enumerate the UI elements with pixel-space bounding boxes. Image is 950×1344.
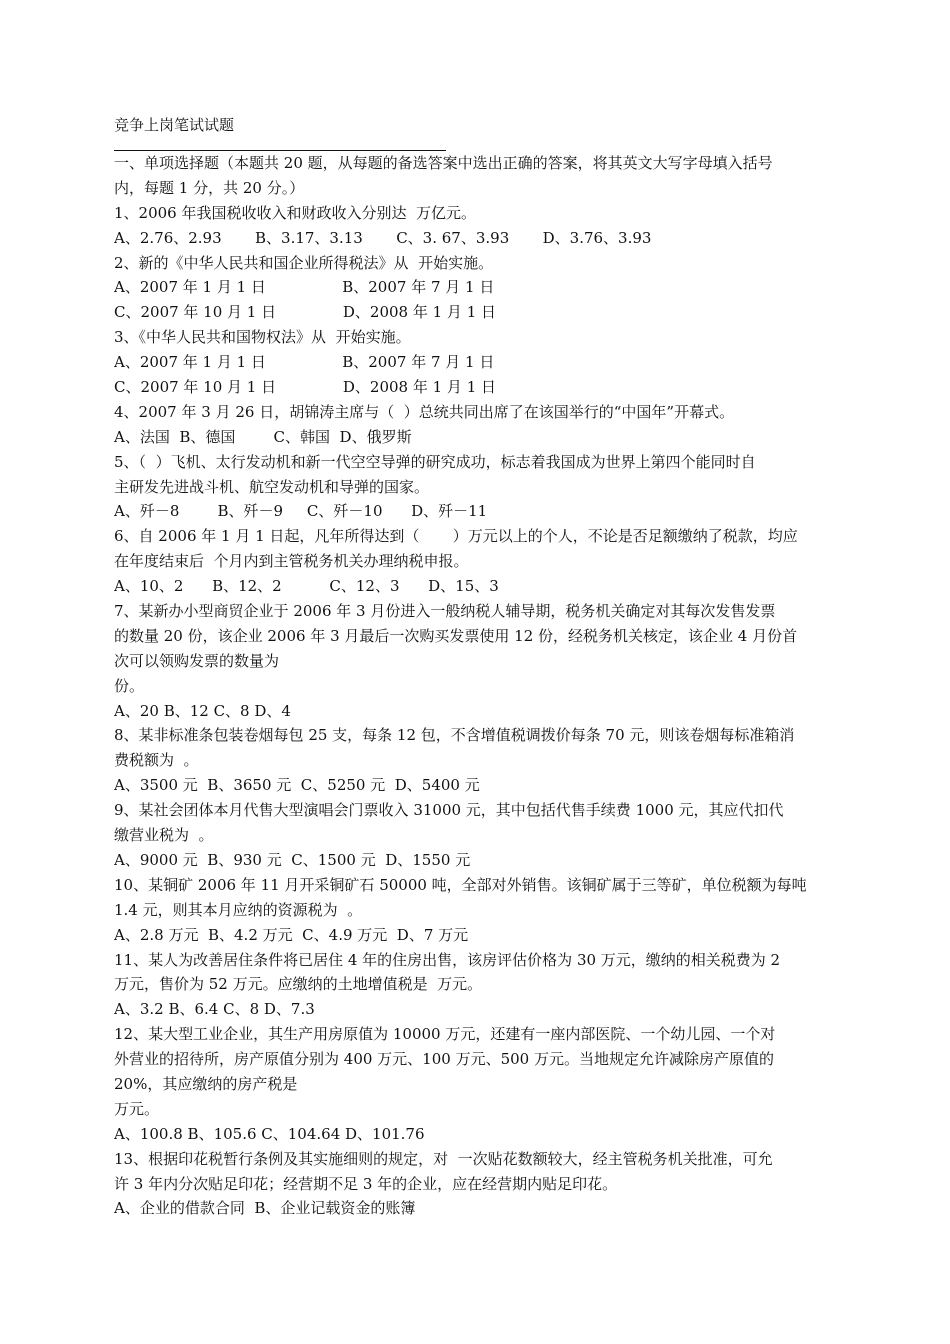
text-line: A、2.8 万元 B、4.2 万元 C、4.9 万元 D、7 万元 [114, 925, 469, 944]
text-line: 3、《中华人民共和国物权法》从 开始实施。 [114, 328, 411, 347]
text-line: 8、某非标准条包装卷烟每包 25 支，每条 12 包，不含增值税调拨价每条 70 元，则该卷烟每标准箱消 [114, 726, 795, 745]
text-line: 万元，售价为 52 万元。应缴纳的土地增值税是 万元。 [114, 975, 483, 994]
text-line: 4、2007 年 3 月 26 日，胡锦涛主席与（ ）总统共同出席了在该国举行的“中国年”开幕式。 [114, 402, 735, 421]
text-line: A、3500 元 B、3650 元 C、5250 元 D、5400 元 [114, 776, 480, 795]
text-line: 13、根据印花税暂行条例及其实施细则的规定，对 一次贴花数额较大，经主管税务机关批准，可允 [114, 1149, 773, 1168]
document-title: 竞争上岗笔试试题 [114, 116, 235, 134]
text-line: A、9000 元 B、930 元 C、1500 元 D、1550 元 [114, 850, 471, 869]
text-line: 10、某铜矿 2006 年 11 月开采铜矿石 50000 吨，全部对外销售。该铜矿属于三等矿，单位税额为每吨 [114, 875, 807, 894]
text-line: 主研发先进战斗机、航空发动机和导弹的国家。 [114, 477, 430, 496]
text-line: 费税额为 。 [114, 751, 199, 770]
text-line: A、2.76、2.93 B、3.17、3.13 C、3. 67、3.93 D、3.76、3.93 [114, 228, 652, 247]
text-line: A、2007 年 1 月 1 日 B、2007 年 7 月 1 日 [114, 278, 495, 297]
text-line: 2、新的《中华人民共和国企业所得税法》从 开始实施。 [114, 253, 494, 272]
text-line: A、歼－8 B、歼－9 C、歼－10 D、歼－11 [114, 502, 488, 521]
text-line: 6、自 2006 年 1 月 1 日起，凡年所得达到（ ）万元以上的个人，不论是否足额缴纳了税款，均应 [114, 527, 798, 546]
text-line: A、法国 B、德国 C、韩国 D、俄罗斯 [114, 427, 412, 446]
text-line: 缴营业税为 。 [114, 826, 214, 845]
text-line: 20%，其应缴纳的房产税是 [114, 1074, 298, 1093]
text-line: 万元。 [114, 1099, 160, 1118]
text-line: 一、单项选择题（本题共 20 题，从每题的备选答案中选出正确的答案，将其英文大写字母填入括号 [114, 154, 773, 172]
text-line: A、20 B、12 C、8 D、4 [114, 701, 291, 720]
text-line: C、2007 年 10 月 1 日 D、2008 年 1 月 1 日 [114, 303, 497, 322]
document-page [114, 113, 854, 1221]
text-line: 内，每题 1 分，共 20 分。） [114, 178, 305, 197]
text-line: 许 3 年内分次贴足印花；经营期不足 3 年的企业，应在经营期内贴足印花。 [114, 1174, 618, 1193]
text-line: 外营业的招待所，房产原值分别为 400 万元、100 万元、500 万元。当地规定允许减除房产原值的 [114, 1050, 774, 1069]
text-line: 1、2006 年我国税收收入和财政收入分别达 万亿元。 [114, 203, 477, 222]
text-line: A、企业的借款合同 B、企业记载资金的账簿 [114, 1199, 416, 1218]
document-body [114, 151, 854, 1221]
text-line: 在年度结束后 个月内到主管税务机关办理纳税申报。 [114, 552, 469, 571]
text-line: 5、（ ）飞机、太行发动机和新一代空空导弹的研究成功，标志着我国成为世界上第四个能同时自 [114, 452, 756, 471]
text-line: 7、某新办小型商贸企业于 2006 年 3 月份进入一般纳税人辅导期，税务机关确定对其每次发售发票 [114, 602, 776, 621]
text-line: C、2007 年 10 月 1 日 D、2008 年 1 月 1 日 [114, 378, 497, 397]
text-line: 次可以领购发票的数量为 [114, 651, 280, 670]
text-line: A、10、2 B、12、2 C、12、3 D、15、3 [114, 577, 499, 596]
text-line: 1.4 元，则其本月应纳的资源税为 。 [114, 900, 363, 919]
text-line: 份。 [114, 676, 145, 695]
text-line: 的数量 20 份，该企业 2006 年 3 月最后一次购买发票使用 12 份，经税务机关核定，该企业 4 月份首 [114, 626, 798, 645]
text-line: 9、某社会团体本月代售大型演唱会门票收入 31000 元，其中包括代售手续费 1000 元，其应代扣代 [114, 801, 784, 820]
text-line: 12、某大型工业企业，其生产用房原值为 10000 万元，还建有一座内部医院、一个幼儿园、一个对 [114, 1025, 776, 1044]
text-line: A、2007 年 1 月 1 日 B、2007 年 7 月 1 日 [114, 353, 495, 372]
text-line: A、100.8 B、105.6 C、104.64 D、101.76 [114, 1124, 425, 1143]
text-line: A、3.2 B、6.4 C、8 D、7.3 [114, 1000, 315, 1019]
text-line: 11、某人为改善居住条件将已居住 4 年的住房出售，该房评估价格为 30 万元，缴纳的相关税费为 2 [114, 950, 781, 969]
